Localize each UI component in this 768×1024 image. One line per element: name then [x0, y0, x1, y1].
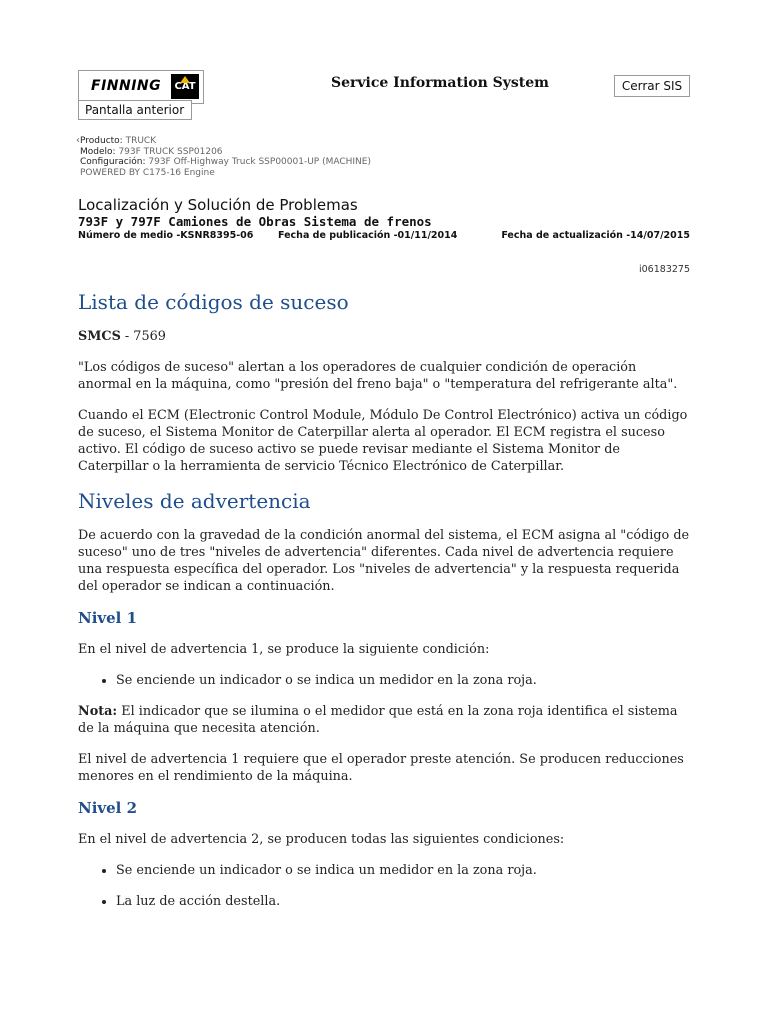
list-item: • Se enciende un indicador o se indica un medidor en la zona roja. [116, 862, 690, 879]
article-content [78, 290, 690, 924]
model-row [80, 147, 371, 158]
bullet-list [78, 672, 690, 689]
document-id: i06183275 [639, 264, 690, 275]
paragraph: "Los códigos de suceso" alertan a los operadores de cualquier condición de operación anormal en la máquina, como "presión del freno baja" o "temperatura del refrigerante alta". [78, 360, 678, 392]
product-info [76, 135, 371, 178]
cat-logo [171, 74, 199, 99]
model-value: 793F TRUCK SSP01206 [118, 146, 223, 157]
page-title: Service Information System [331, 75, 549, 91]
config-value: 793F Off-Highway Truck SSP00001-UP (MACHINE) [148, 157, 371, 167]
smcs-line [78, 328, 690, 345]
list-item: • Se enciende un indicador o se indica un medidor en la zona roja. [116, 672, 690, 689]
smcs-label: SMCS [78, 329, 121, 344]
update-date: Fecha de actualización -14/07/2015 [501, 230, 690, 241]
smcs-value: - 7569 [120, 329, 166, 344]
config-row [80, 157, 371, 168]
note-paragraph [78, 703, 690, 737]
note-text: El indicador que se ilumina o el medidor que está en la zona roja identifica el sistema de la máquina que necesita atención. [78, 704, 678, 736]
paragraph: Cuando el ECM (Electronic Control Module, Módulo De Control Electrónico) activa un código de suceso, el Sistema Monitor de Caterpillar alerta al operador. El ECM registra el suceso activo. El código de suceso activo se puede revisar mediante el Sistema Monitor de Caterpillar o la herramienta de servicio Técnico Electrónico de Caterpillar. [78, 408, 688, 474]
paragraph: En el nivel de advertencia 2, se producen todas las siguientes condiciones: [78, 832, 565, 847]
paragraph: En el nivel de advertencia 1, se produce la siguiente condición: [78, 642, 490, 657]
collapse-arrow-icon[interactable]: ‹ [76, 135, 80, 146]
back-button[interactable]: Pantalla anterior [78, 100, 192, 120]
document-subtitle: 793F y 797F Camiones de Obras Sistema de frenos [78, 214, 432, 229]
article-heading: Lista de códigos de suceso [78, 290, 349, 314]
product-value: TRUCK [125, 136, 157, 146]
media-number: Número de medio -KSNR8395-06 [78, 230, 254, 241]
list-item: • La luz de acción destella. [116, 893, 690, 910]
cat-triangle-icon [180, 76, 190, 83]
finning-logo-text: FINNING [91, 78, 162, 94]
note-label: Nota: [78, 704, 118, 719]
finning-cat-logo [78, 70, 204, 104]
paragraph: De acuerdo con la gravedad de la condición anormal del sistema, el ECM asigna al "código de suceso" uno de tres "niveles de advertencia" diferentes. Cada nivel de advertencia requiere una respuesta específica del operador. Los "niveles de advertencia" y la respuesta requerida del operador se indican a continuación. [78, 528, 690, 594]
config-label: Configuración: [80, 157, 146, 167]
product-label: Producto: [80, 136, 123, 146]
engine-row: POWERED BY C175-16 Engine [80, 167, 215, 178]
close-sis-button[interactable]: Cerrar SIS [614, 75, 690, 97]
model-label: Modelo: [80, 146, 116, 157]
section-heading: Niveles de advertencia [78, 489, 311, 513]
document-title: Localización y Solución de Problemas [78, 196, 358, 214]
bullet-list [78, 862, 690, 910]
product-row [80, 136, 371, 147]
subsection-heading: Nivel 2 [78, 799, 138, 817]
paragraph: El nivel de advertencia 1 requiere que el operador preste atención. Se producen reducciones menores en el rendimiento de la máquina. [78, 752, 684, 784]
cat-logo-text: CAT [174, 81, 196, 92]
publication-date: Fecha de publicación -01/11/2014 [278, 230, 458, 241]
subsection-heading: Nivel 1 [78, 609, 138, 627]
